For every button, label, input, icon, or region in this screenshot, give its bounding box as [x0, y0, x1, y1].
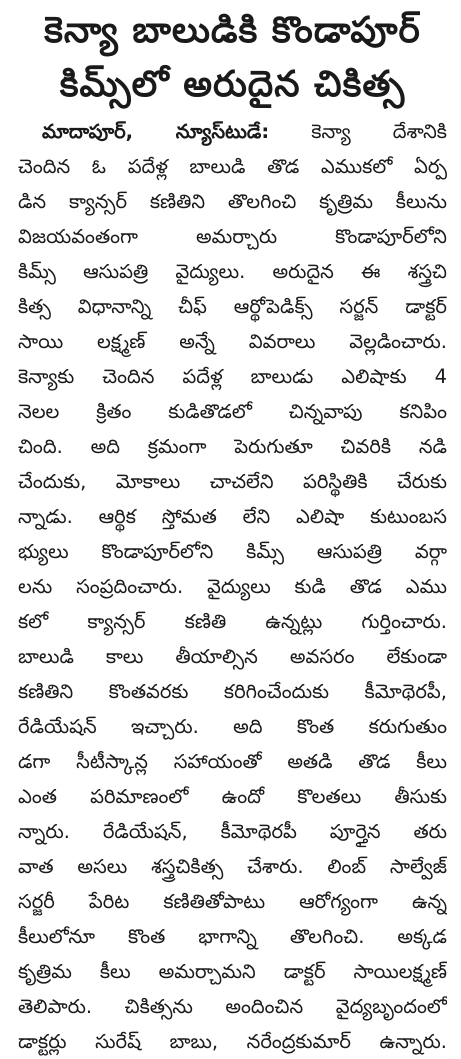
- first-line-text: కెన్యా దేశానికి: [311, 120, 447, 143]
- article-line: బాలుడి కాలు తీయాల్సిన అవసరం లేకుండా: [18, 645, 447, 668]
- headline-line-2: కిమ్స్‌లో అరుదైన చికిత్స: [59, 64, 406, 105]
- article-line: ఎంత పరిమాణంలో ఉందో కొలతలు తీసుకు: [18, 785, 447, 808]
- headline-line-1: కెన్యా బాలుడికి కొండాపూర్‌: [44, 10, 421, 51]
- article-line: సర్జరీ పేరిట కణితితోపాటు ఆరోగ్యంగా ఉన్న: [18, 890, 447, 913]
- dateline: మాదాపూర్‌, న్యూస్‌టుడే:: [42, 120, 270, 143]
- article-line: డగా సీటీస్కాన్ల సహాయంతో అతడి తొడ కీలు: [18, 750, 447, 773]
- article-line: చెందిన ఓ పదేళ్ల బాలుడి తొడ ఎముకలో ఏర్ప: [18, 155, 447, 178]
- article-line: కలో క్యాన్సర్‌ కణితి ఉన్నట్లు గుర్తించారు.: [18, 610, 447, 633]
- article-line: రేడియేషన్‌ ఇచ్చారు. అది కొంత కరుగుతుం: [18, 715, 447, 738]
- article-line: కృత్రిమ కీలు అమర్చామని డాక్టర్‌ సాయిలక్ష్మణ్‌: [18, 960, 447, 983]
- article-line: నెలల క్రితం కుడితొడలో చిన్నవాపు కనిపిం: [18, 400, 447, 423]
- headline: [18, 4, 447, 112]
- article-line: న్నారు. రేడియేషన్‌, కీమోథెరపీ పూర్తైన తరు: [18, 820, 447, 843]
- article-line: కీలులోనూ కొంత భాగాన్ని తొలగించి. అక్కడ: [18, 925, 447, 948]
- article-line: న్నాడు. ఆర్థిక స్తోమత లేని ఎలిషా కుటుంబస: [18, 505, 447, 528]
- article-line: చేందుకు, మోకాలు చాచలేని పరిస్థితికి చేరుకు: [18, 470, 447, 493]
- article-line: వాత అసలు శస్త్రచికిత్స చేశారు. లింబ్‌ సాల్వేజ్‌: [18, 855, 447, 878]
- article-line: తెలిపారు. చికిత్సను అందించిన వైద్యబృందంలో: [18, 995, 447, 1018]
- article-line: చింది. అది క్రమంగా పెరుగుతూ చివరికి నడి: [18, 435, 447, 458]
- article-line: కణితిని కొంతవరకు కరిగించేందుకు కీమోథెరపీ,: [18, 680, 447, 703]
- article-line: డిన క్యాన్సర్‌ కణితిని తొలగించి కృత్రిమ కీలును: [18, 190, 447, 213]
- article-line: సాయి లక్ష్మణ్‌ అన్నే వివరాలు వెల్లడించారు.: [18, 330, 447, 353]
- article-line: కిమ్స్‌ ఆసుపత్రి వైద్యులు. అరుదైన ఈ శస్త్రచి: [18, 260, 447, 283]
- article-body: [18, 114, 447, 1059]
- article-line: లను సంప్రదించారు. వైద్యులు కుడి తొడ ఎము: [18, 575, 447, 598]
- article-first-line: [18, 114, 447, 149]
- article-line: కిత్స విధానాన్ని చీఫ్‌ ఆర్థోపెడిక్స్‌ సర్జన్‌ డాక్టర్‌: [18, 295, 447, 318]
- article-line: భ్యులు కొండాపూర్‌లోని కిమ్స్‌ ఆసుపత్రి వర్గా: [18, 540, 447, 563]
- article-line: డాక్టర్లు సురేష్‌ బాబు, నరేంద్రకుమార్‌ ఉన్నారు.: [18, 1030, 447, 1053]
- article-line: కెన్యాకు చెందిన పదేళ్ల బాలుడు ఎలిషాకు 4: [18, 365, 447, 388]
- article-line: విజయవంతంగా అమర్చారు కొండాపూర్‌లోని: [18, 225, 447, 248]
